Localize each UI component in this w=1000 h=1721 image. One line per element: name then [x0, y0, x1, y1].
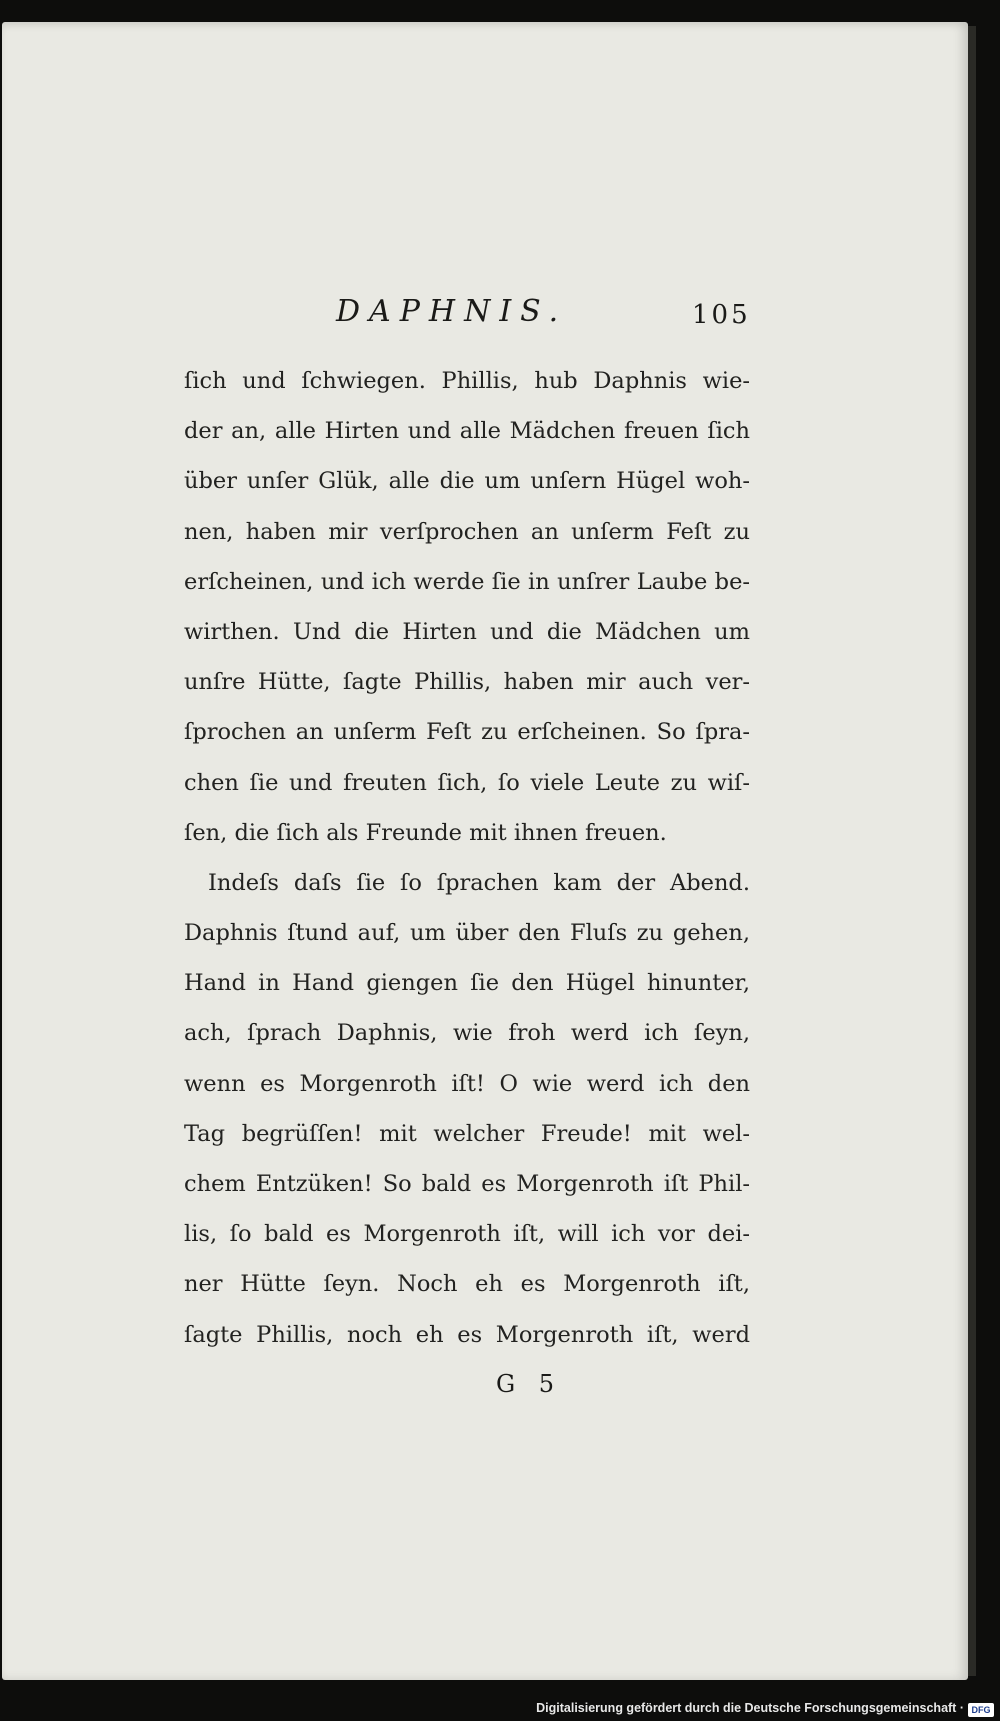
- text-line: Daphnis ſtund auf, um über den Fluſs zu gehen,: [184, 920, 750, 947]
- paragraph: [184, 858, 750, 1360]
- page-number: 105: [692, 300, 751, 330]
- digitization-credit: Digitalisierung gefördert durch die Deutsche Forschungsgemeinschaft ·: [536, 1701, 964, 1715]
- text-line: wirthen. Und die Hirten und die Mädchen um: [184, 618, 750, 645]
- text-line: ſprochen an unſerm Feſt zu erſcheinen. So ſpra-: [184, 719, 750, 746]
- text-line: ſagte Phillis, noch eh es Morgenroth iſt, werd: [184, 1321, 750, 1348]
- text-line: chem Entzüken! So bald es Morgenroth iſt Phil-: [184, 1171, 750, 1197]
- paragraph: [184, 356, 750, 858]
- text-line: chen ſie und freuten ſich, ſo viele Leute zu wiſ-: [184, 769, 750, 796]
- dfg-logo: DFG: [968, 1703, 994, 1717]
- text-line: erſcheinen, und ich werde ſie in unſrer Laube be-: [184, 568, 750, 595]
- page-edge-shadow: [968, 26, 976, 1676]
- text-line: Hand in Hand giengen ſie den Hügel hinunter,: [184, 970, 750, 997]
- text-line: ach, ſprach Daphnis, wie froh werd ich ſeyn,: [184, 1020, 750, 1047]
- text-line: nen, haben mir verſprochen an unſerm Feſt zu: [184, 518, 750, 545]
- text-line: wenn es Morgenroth iſt! O wie werd ich den: [184, 1070, 750, 1097]
- running-head: DAPHNIS.: [336, 294, 568, 329]
- text-line: ſen, die ſich als Freunde mit ihnen freuen.: [184, 819, 667, 846]
- text-line: lis, ſo bald es Morgenroth iſt, will ich vor dei-: [184, 1221, 750, 1248]
- text-line: über unſer Glük, alle die um unſern Hügel woh-: [184, 468, 750, 495]
- text-line: Tag begrüſſen! mit welcher Freude! mit wel-: [184, 1120, 750, 1147]
- text-line: Indeſs daſs ſie ſo ſprachen kam der Abend.: [208, 869, 750, 896]
- text-line: ner Hütte ſeyn. Noch eh es Morgenroth iſt,: [184, 1271, 750, 1298]
- body-text: [184, 356, 750, 1360]
- signature-mark: G 5: [496, 1370, 563, 1398]
- text-line: unſre Hütte, ſagte Phillis, haben mir auch ver-: [184, 669, 750, 696]
- book-page: [2, 22, 968, 1680]
- text-line: der an, alle Hirten und alle Mädchen freuen ſich: [184, 418, 750, 445]
- text-line: ſich und ſchwiegen. Phillis, hub Daphnis wie-: [184, 368, 750, 394]
